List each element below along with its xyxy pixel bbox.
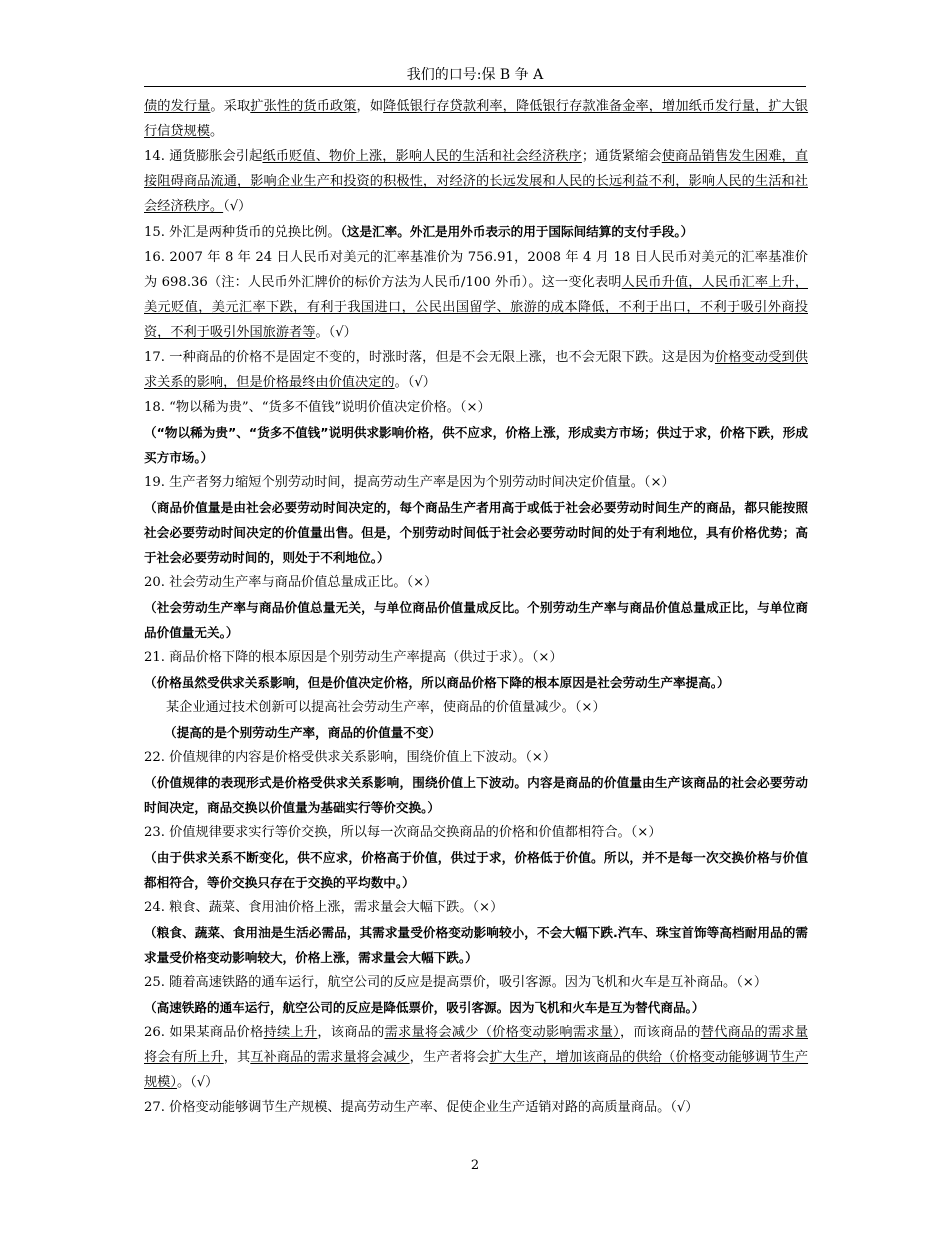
text-segment: 19. 生产者努力缩短个别劳动时间，提高劳动生产率是因为个别劳动时间决定价值量。（×） [144, 475, 675, 490]
text-segment: 23. 价值规律要求实行等价交换，所以每一次商品交换商品的价格和价值都相符合。（×） [144, 825, 662, 840]
answer-explanation [144, 670, 808, 695]
answer-explanation [144, 995, 808, 1020]
text-segment: 18. “物以稀为贵”、“货多不值钱”说明价值决定价格。（×） [144, 400, 491, 415]
text-segment: ，如 [356, 99, 384, 114]
underlined-text: 扩大生产，增加该商品的供给（价格变动能够调节生产规模） [144, 1050, 809, 1090]
underlined-text: 使商品销售发生困难，直接阻碍商品流通，影响企业生产和投资的积极性，对经济的长远发展和人民的长远利益不利，影响人民的生活和社会经济秩序。 [144, 149, 809, 214]
underlined-text: 持续上升 [263, 1025, 318, 1040]
text-segment: 21. 商品价格下降的根本原因是个别劳动生产率提高（供过于求）。（×） [144, 650, 563, 665]
text-segment: 14. 通货膨胀会引起 [144, 149, 263, 164]
text-segment: ；通货紧缩会 [581, 149, 662, 164]
answer-explanation [144, 920, 808, 970]
question-item [144, 144, 808, 219]
text-segment: 26. 如果某商品价格 [144, 1025, 264, 1040]
text-segment: ，其 [223, 1050, 251, 1065]
answer-explanation [144, 720, 808, 745]
question-item [144, 219, 808, 245]
answer-explanation [144, 420, 808, 470]
underlined-text: 需求量将会减少（价格变动影响需求量） [384, 1025, 621, 1040]
question-item [144, 94, 808, 144]
answer-explanation [144, 495, 808, 570]
text-segment: 17. 一种商品的价格不是固定不变的，时涨时落，但是不会无限上涨，也不会无限下跌。这是因为 [144, 350, 715, 365]
question-item [144, 345, 808, 395]
answer-explanation [144, 770, 808, 820]
text-segment: （高速铁路的通车运行，航空公司的反应是降低票价，吸引客源。因为飞机和火车是互为替代商品。） [144, 1000, 705, 1015]
answer-explanation [144, 845, 808, 895]
text-segment: 。（√） [176, 1075, 219, 1090]
text-segment: 22. 价值规律的内容是价格受供求关系影响，围绕价值上下波动。（×） [144, 750, 557, 765]
underlined-text: 替代商品的需求量将会有所上升 [144, 1025, 809, 1065]
question-item [144, 1095, 808, 1120]
underlined-text: 降低银行存贷款利率，降低银行存款准备金率，增加纸币发行量，扩大银行信贷规模 [144, 99, 809, 139]
underlined-text: 互补商品的需求量将会减少 [250, 1050, 410, 1065]
question-item [144, 470, 808, 495]
text-segment: 20. 社会劳动生产率与商品价值总量成正比。（×） [144, 575, 438, 590]
text-segment: 15. 外汇是两种货币的兑换比例。 [144, 225, 341, 240]
question-item [144, 745, 808, 770]
answer-explanation [144, 595, 808, 645]
question-item [144, 695, 808, 720]
question-item [144, 645, 808, 670]
question-item [144, 820, 808, 845]
underlined-text: 债的发行量 [144, 99, 211, 114]
text-segment: （价格虽然受供求关系影响，但是价值决定价格，所以商品价格下降的根本原因是社会劳动生产率提高。） [144, 675, 730, 690]
text-segment: （提高的是个别劳动生产率，商品的价值量不变） [164, 725, 442, 740]
question-item [144, 395, 808, 420]
text-segment: ，该商品的 [317, 1025, 385, 1040]
question-item [144, 1020, 808, 1095]
underlined-text: 扩张性的货币政策 [250, 99, 357, 114]
question-item [144, 895, 808, 920]
text-segment: （√） [223, 199, 252, 214]
text-segment: 27. 价格变动能够调节生产规模、提高劳动生产率、促使企业生产适销对路的高质量商品。（√） [144, 1100, 699, 1115]
text-segment: （“物以稀为贵”、“货多不值钱”说明供求影响价格，供不应求，价格上涨，形成卖方市场；供过于求，价格下跌，形成买方市场。） [144, 425, 808, 465]
text-segment: （由于供求关系不断变化，供不应求，价格高于价值，供过于求，价格低于价值。所以，并不是每一次交换价格与价值都相符合，等价交换只存在于交换的平均数中。） [144, 850, 808, 890]
page-header-title: 我们的口号:保 B 争 A [406, 67, 544, 83]
underlined-text: 人民币升值，人民币汇率上升，美元贬值，美元汇率下跌，有利于我国进口，公民出国留学、旅游的成本降低，不利于出口，不利于吸引外商投资，不利于吸引外国旅游者等 [144, 275, 809, 340]
text-segment: 24. 粮食、蔬菜、食用油价格上涨，需求量会大幅下跌。（×） [144, 900, 504, 915]
text-segment: （粮食、蔬菜、食用油是生活必需品，其需求量受价格变动影响较小，不会大幅下跌.汽车、珠宝首饰等高档耐用品的需求量受价格变动影响较大，价格上涨，需求量会大幅下跌。） [144, 925, 808, 965]
header-divider [144, 86, 806, 87]
question-item [144, 245, 808, 345]
text-segment: 25. 随着高速铁路的通车运行，航空公司的反应是提高票价，吸引客源。因为飞机和火车是互补商品。（×） [144, 975, 768, 990]
underlined-text: 纸币贬值、物价上涨，影响人民的生活和社会经济秩序 [262, 149, 582, 164]
page-number: 2 [470, 1158, 480, 1173]
text-segment: ，而该商品的 [620, 1025, 701, 1040]
text-segment: 。（√） [394, 375, 436, 390]
text-segment: 16. 2007 年 8 年 24 日人民币对美元的汇率基准价为 756.91，2008 年 4 月 18 日人民币对美元的汇率基准价为 698.36（注：人民币外汇牌价的标价方法为人民币/100 外币）。这一变化表明 [144, 250, 808, 290]
text-segment: （社会劳动生产率与商品价值总量无关，与单位商品价值量成反比。个别劳动生产率与商品价值总量成正比，与单位商品价值量无关。） [144, 600, 808, 640]
document-body [144, 94, 808, 1120]
underlined-text: 价格变动受到供求关系的影响，但是价格最终由价值决定的 [144, 350, 808, 390]
text-segment: （这是汇率。外汇是用外币表示的用于国际间结算的支付手段。） [340, 224, 694, 239]
text-segment: （商品价值量是由社会必要劳动时间决定的，每个商品生产者用高于或低于社会必要劳动时间生产的商品，都只能按照社会必要劳动时间决定的价值量出售。但是，个别劳动时间低于社会必要劳动时间的处于有利地位，具有价格优势；高于社会必要劳动时间的，则处于不利地位。） [144, 500, 808, 565]
text-segment: 。 [209, 124, 224, 139]
question-item [144, 570, 808, 595]
text-segment: 。（√） [315, 325, 357, 340]
question-item [144, 970, 808, 995]
text-segment: ，生产者将会 [409, 1050, 490, 1065]
text-segment: 。采取 [210, 99, 251, 114]
text-segment: （价值规律的表现形式是价格受供求关系影响，围绕价值上下波动。内容是商品的价值量由生产该商品的社会必要劳动时间决定，商品交换以价值量为基础实行等价交换。） [144, 775, 808, 815]
text-segment: 某企业通过技术创新可以提高社会劳动生产率，使商品的价值量减少。（×） [166, 700, 606, 715]
